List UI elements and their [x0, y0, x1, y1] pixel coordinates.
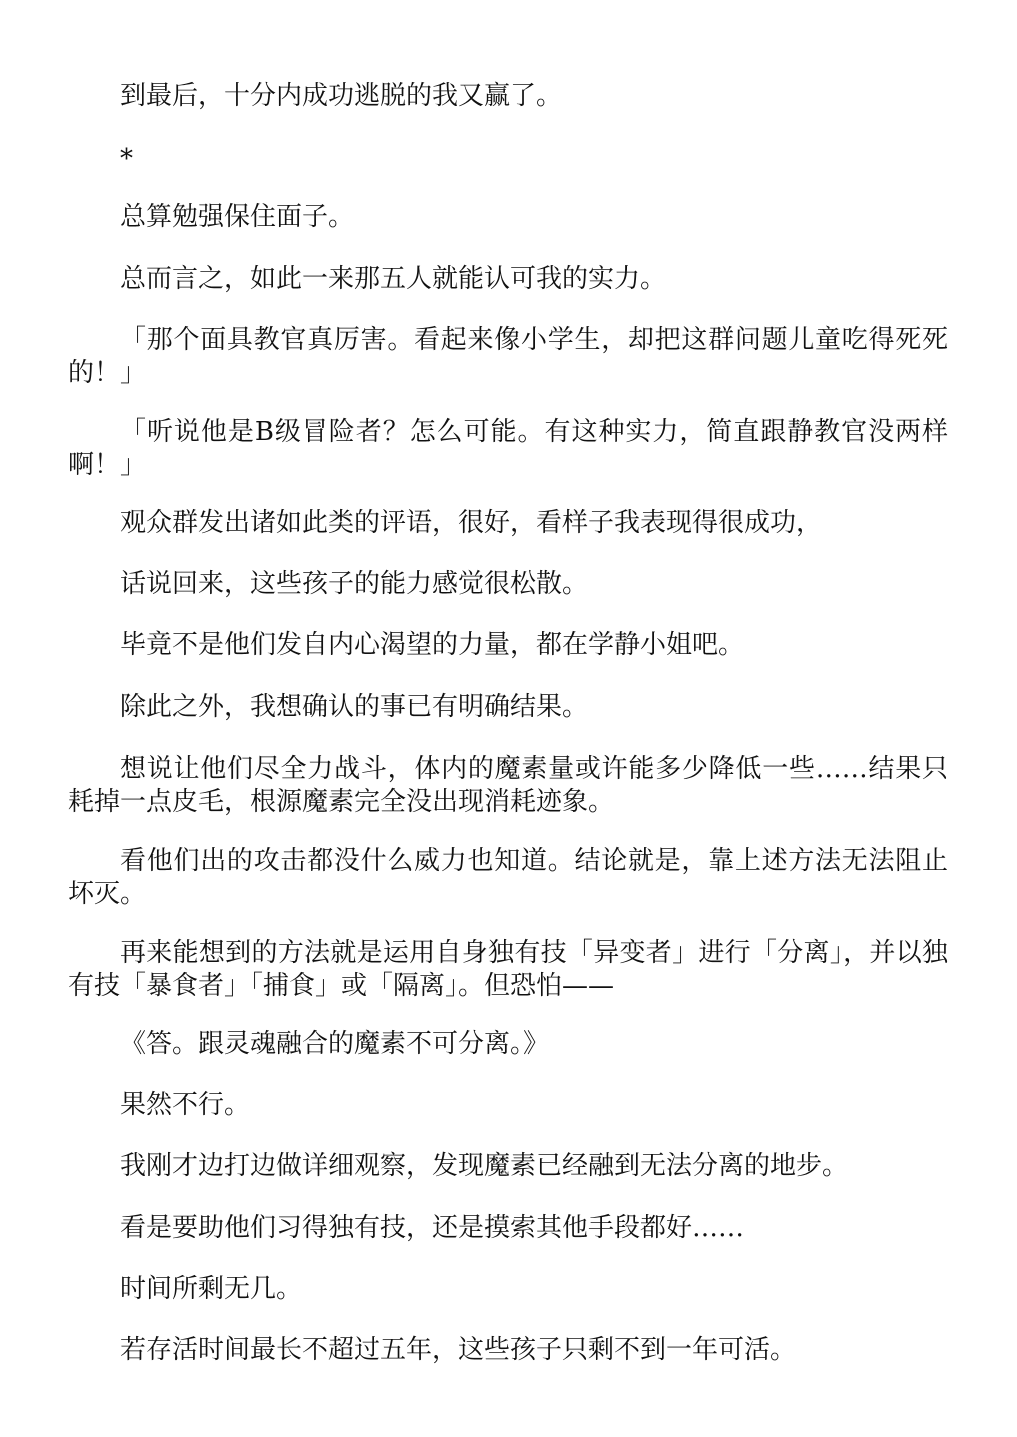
- paragraph: 除此之外，我想确认的事已有明确结果。: [120, 692, 589, 722]
- paragraph: 若存活时间最长不超过五年，这些孩子只剩不到一年可活。: [120, 1335, 797, 1365]
- paragraph: 看是要助他们习得独有技，还是摸索其他手段都好……: [120, 1213, 745, 1243]
- paragraph: 我刚才边打边做详细观察，发现魔素已经融到无法分离的地步。: [120, 1151, 849, 1181]
- paragraph: 到最后，十分内成功逃脱的我又赢了。: [120, 81, 563, 111]
- paragraph: 果然不行。: [120, 1090, 251, 1120]
- system-voice-paragraph: 《答。跟灵魂融合的魔素不可分离。》: [120, 1029, 550, 1059]
- paragraph: 话说回来，这些孩子的能力感觉很松散。: [120, 569, 589, 599]
- dialogue-paragraph: 「听说他是B级冒险者？怎么可能。有这种实力，简直跟静教官没两样啊！」: [68, 417, 948, 480]
- paragraph: 毕竟不是他们发自内心渴望的力量，都在学静小姐吧。: [120, 630, 745, 660]
- paragraph: 想说让他们尽全力战斗，体内的魔素量或许能多少降低一些……结果只耗掉一点皮毛，根源魔素完全没出现消耗迹象。: [68, 754, 948, 817]
- paragraph: 时间所剩无几。: [120, 1274, 303, 1304]
- paragraph: 总而言之，如此一来那五人就能认可我的实力。: [120, 264, 667, 294]
- paragraph: 总算勉强保住面子。: [120, 202, 355, 232]
- dialogue-paragraph: 「那个面具教官真厉害。看起来像小学生，却把这群问题儿童吃得死死的！」: [68, 325, 948, 388]
- paragraph: 再来能想到的方法就是运用自身独有技「异变者」进行「分离」，并以独有技「暴食者」「捕食」或「隔离」。但恐怕——: [68, 938, 948, 1001]
- paragraph: 看他们出的攻击都没什么威力也知道。结论就是，靠上述方法无法阻止坏灭。: [68, 846, 948, 909]
- section-break: *: [120, 144, 133, 174]
- paragraph: 观众群发出诸如此类的评语，很好，看样子我表现得很成功，: [120, 508, 823, 538]
